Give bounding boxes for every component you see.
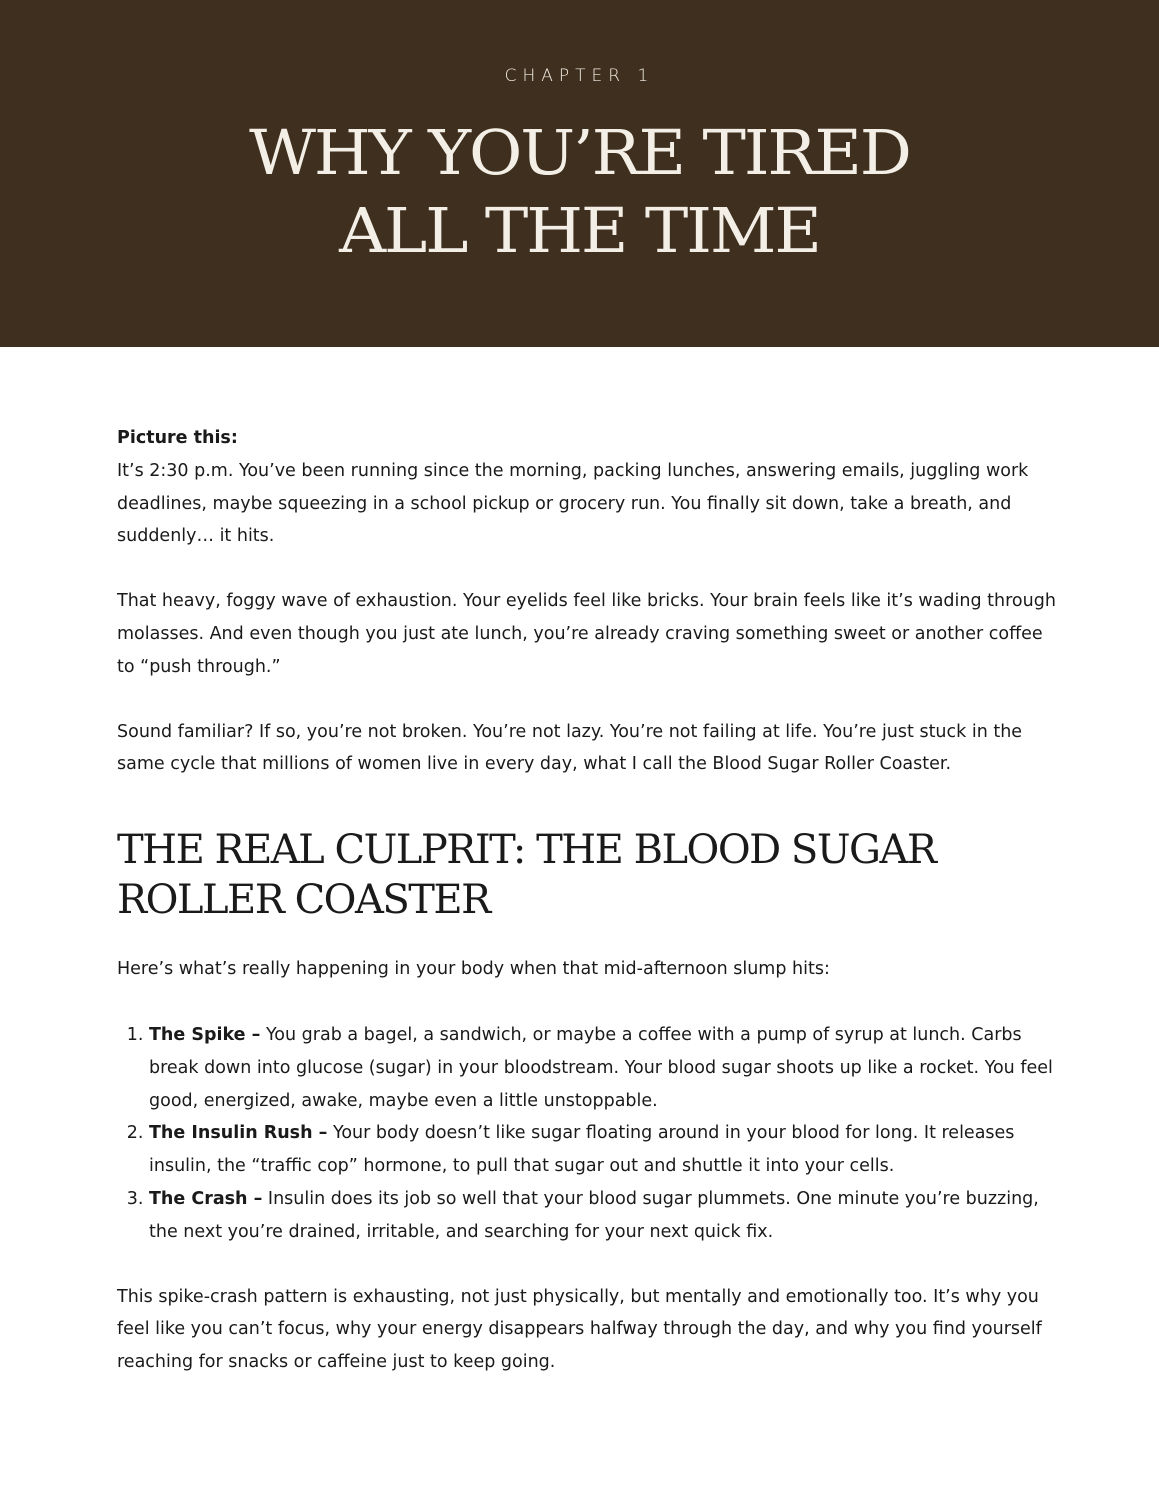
section-heading — [117, 825, 1057, 925]
list-item — [149, 1019, 1057, 1117]
chapter-title-line-1: WHY YOU’RE TIRED — [249, 116, 910, 189]
chapter-title-line-2: ALL THE TIME — [339, 194, 820, 267]
chapter-title — [0, 114, 1159, 270]
section-heading-line-2: ROLLER COASTER — [117, 877, 490, 924]
chapter-header — [0, 0, 1159, 347]
step-text: Insulin does its job so well that your blood sugar plummets. One minute you’re buzzing, the next you’re drained, irritable, and searching for your next quick fix. — [149, 1188, 1039, 1242]
intro-paragraph-2: That heavy, foggy wave of exhaustion. Your eyelids feel like bricks. Your brain feels like it’s wading through molasses. And even though you just ate lunch, you’re already craving something sweet or another coffee to “push through.” — [117, 591, 1056, 677]
intro-paragraph-1: It’s 2:30 p.m. You’ve been running since the morning, packing lunches, answering emails, juggling work deadlines, maybe squeezing in a school pickup or grocery run. You finally sit down, take a breath, and suddenly… it hits. — [117, 460, 1029, 547]
chapter-body — [117, 422, 1057, 1379]
section-heading-line-1: THE REAL CULPRIT: THE BLOOD SUGAR — [117, 827, 936, 874]
steps-list — [117, 1019, 1057, 1249]
step-text: Your body doesn’t like sugar floating around in your blood for long. It releases insulin, the “traffic cop” hormone, to pull that sugar out and shuttle it into your cells. — [149, 1123, 1015, 1177]
step-text: You grab a bagel, a sandwich, or maybe a coffee with a pump of syrup at lunch. Carbs break down into glucose (sugar) in your bloodstream. Your blood sugar shoots up like a rocket. You feel good, energized, awake, maybe even a little unstoppable. — [149, 1024, 1053, 1111]
step-label: The Crash – — [149, 1188, 263, 1209]
closing-paragraph: This spike-crash pattern is exhausting, not just physically, but mentally and emotionally too. It’s why you feel like you can’t focus, why your energy disappears halfway through the day, and why you find yourself reaching for snacks or caffeine just to keep going. — [117, 1286, 1042, 1373]
section-intro: Here’s what’s really happening in your body when that mid-afternoon slump hits: — [117, 959, 830, 980]
step-label: The Insulin Rush – — [149, 1123, 328, 1144]
intro-paragraph-3: Sound familiar? If so, you’re not broken. You’re not lazy. You’re not failing at life. You’re just stuck in the same cycle that millions of women live in every day, what I call the Blood Sugar Roller Coaster. — [117, 721, 1023, 775]
lead-title: Picture this: — [117, 428, 238, 448]
list-item — [149, 1183, 1057, 1249]
list-item — [149, 1117, 1057, 1183]
chapter-label: CHAPTER 1 — [504, 66, 655, 86]
step-label: The Spike – — [149, 1024, 261, 1045]
